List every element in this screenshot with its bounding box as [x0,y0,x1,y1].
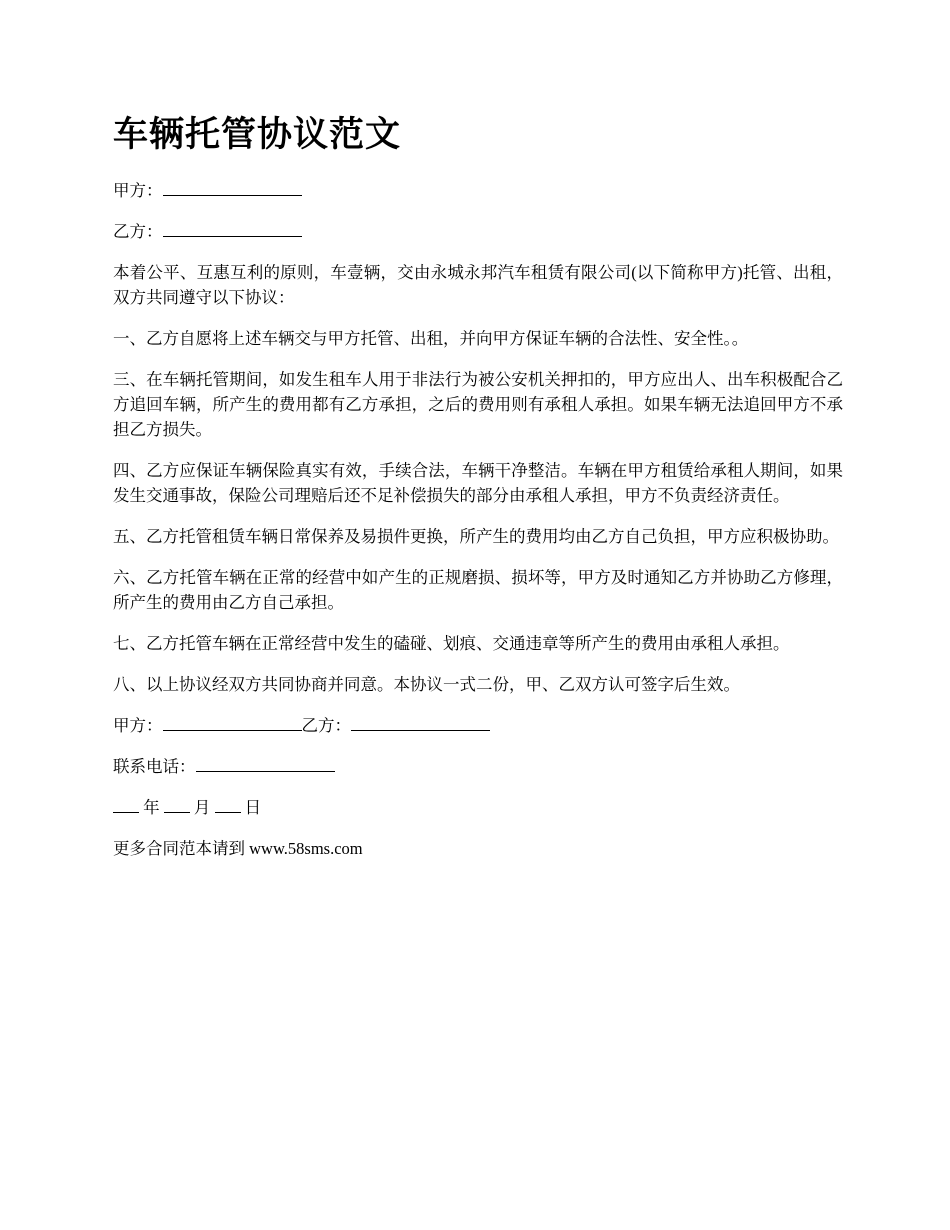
phone-label: 联系电话： [113,757,196,776]
day-blank [215,795,241,813]
phone-line [113,754,843,779]
clause-5: 五、乙方托管租赁车辆日常保养及易损件更换，所产生的费用均由乙方自己负担，甲方应积极协助。 [113,527,839,546]
date-day-label: 日 [244,798,262,817]
clause-3: 三、在车辆托管期间，如发生租车人用于非法行为被公安机关押扣的，甲方应出人、出车积极配合乙方追回车辆，所产生的费用都有乙方承担，之后的费用则有承租人承担。如果车辆无法追回甲方不承担乙方损失。 [113,370,843,439]
document-title: 车辆托管协议范文 [113,115,402,155]
party-b-line [113,219,843,244]
intro-paragraph: 本着公平、互惠互利的原则，车壹辆，交由永城永邦汽车租赁有限公司(以下简称甲方)托管、出租，双方共同遵守以下协议： [113,263,843,307]
clause-6: 六、乙方托管车辆在正常的经营中如产生的正规磨损、损坏等，甲方及时通知乙方并协助乙方修理，所产生的费用由乙方自己承担。 [113,568,843,612]
date-line [113,795,843,820]
party-b-blank [163,219,302,237]
clause-4: 四、乙方应保证车辆保险真实有效，手续合法，车辆干净整洁。车辆在甲方租赁给承租人期间，如果发生交通事故，保险公司理赔后还不足补偿损失的部分由承租人承担，甲方不负责经济责任。 [113,461,843,505]
date-year-label: 年 [143,798,160,817]
date-month-label: 月 [193,798,211,817]
footer-note: 更多合同范本请到 www.58sms.com [113,839,363,858]
sign-party-b-blank [351,713,490,731]
clause-1: 一、乙方自愿将上述车辆交与甲方托管、出租，并向甲方保证车辆的合法性、安全性。。 [113,329,749,348]
clause-8: 八、以上协议经双方共同协商并同意。本协议一式二份，甲、乙双方认可签字后生效。 [113,675,740,694]
month-blank [164,795,190,813]
sign-party-a-label: 甲方： [113,716,163,735]
party-b-label: 乙方： [113,222,163,241]
party-a-blank [163,178,302,196]
party-a-label: 甲方： [113,181,163,200]
clause-7: 七、乙方托管车辆在正常经营中发生的磕碰、划痕、交通违章等所产生的费用由承租人承担。 [113,634,790,653]
document-page [113,108,843,877]
sign-party-a-blank [163,713,302,731]
sign-party-b-label: 乙方： [301,716,351,735]
party-a-line [113,178,843,203]
year-blank [113,795,139,813]
signature-line [113,713,843,738]
phone-blank [196,754,335,772]
